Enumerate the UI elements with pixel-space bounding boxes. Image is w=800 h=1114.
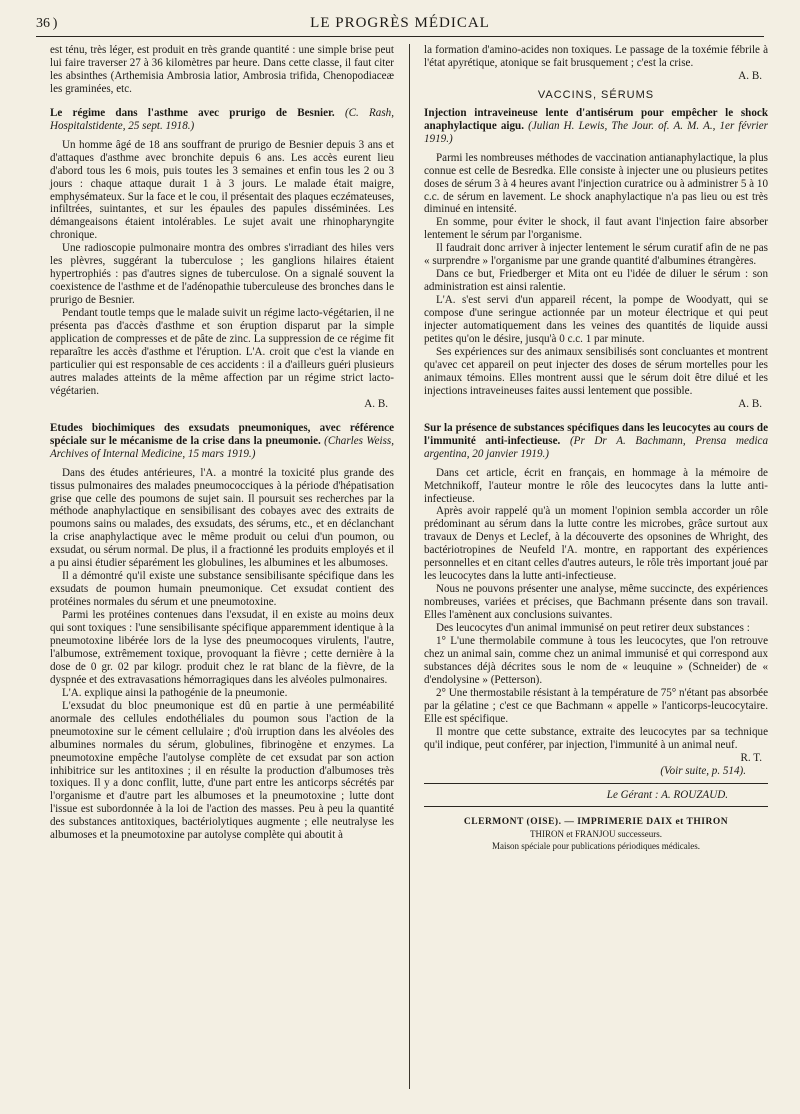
author-signature: R. T. bbox=[740, 751, 762, 764]
paragraph: Pendant toutle temps que le malade suivit un régime lacto-végétarien, il ne présenta pas d'accès d'asthme et son éruption disparut par la simple application de compresses et de pâte de zinc. La suppression de ce régime fit reparaître les accès d'asthme et l'éruption. L'A. croit que c'est la viande en particulier qui est responsable de ces accidents : il a d'ailleurs guéri plusieurs autres malades atteints de la même affection par un régime strict lacto-végétarien. bbox=[50, 307, 394, 397]
paragraph: Il faudrait donc arriver à injecter lentement le sérum curatif afin de ne pas « surprendre » l'organisme par une grande quantité d'albumines étrangères. bbox=[424, 242, 768, 268]
paragraph: Après avoir rappelé qu'à un moment l'opinion sembla accorder un rôle prédominant au sérum dans la lutte contre les microbes, grâce surtout aux travaux de Denys et Leclef, à la découverte des opsonines de Whright, des bactériotropines de Neufeld l'A. montre, en rapportant des expériences personnelles et en citant celles d'autres auteurs, le rôle très important joué par les leucocytes dans la lutte anti-infectieuse. bbox=[424, 505, 768, 583]
paragraph: Il montre que cette substance, extraite des leucocytes par sa technique qu'il indique, peut conférer, par injection, l'immunité à un animal neuf. bbox=[424, 725, 768, 751]
continuation-note: (Voir suite, p. 514). bbox=[660, 764, 746, 777]
paragraph: Un homme âgé de 18 ans souffrant de prurigo de Besnier depuis 3 ans et d'attaques d'asthme avec bronchite depuis 6 ans. Les accès eurent lieu d'abord tous les 6 mois, puis toutes les 3 semaines et enfin tous les 2 ou 3 jours : chaque attaque durait 1 à 3 jours. Le malade était maigre, emphysémateux. Sur la face et le cou, il présentait des plaques eczémateuses, infiltrées, suintantes, et sur les épaules des papules disséminées. Les démangeaisons étaient intolérables. Le sujet avait une rhinopharyngite chronique. bbox=[50, 138, 394, 242]
journal-title: LE PROGRÈS MÉDICAL bbox=[310, 15, 490, 31]
author-signature: A. B. bbox=[738, 69, 762, 82]
printer-info bbox=[424, 815, 768, 852]
section-heading: VACCINS, SÉRUMS bbox=[537, 88, 655, 101]
gerant-line: Le Gérant : A. ROUZAUD. bbox=[606, 789, 728, 802]
paragraph: L'A. s'est servi d'un appareil récent, la pompe de Woodyatt, qui se compose d'une seringue actionnée par un moteur électrique et qui peut injecter automatiquement dans les veines des quantités de liquide aussi petites qu'on le désire, jusqu'à 0 c.c. 1 par minute. bbox=[424, 294, 768, 346]
printer-name: CLERMONT (OISE). — IMPRIMERIE DAIX et THIRON bbox=[463, 817, 729, 828]
article-source: (Charles Weiss, Archives of Internal Medicine, 15 mars 1919.) bbox=[50, 434, 394, 460]
page-number: 36 ) bbox=[36, 16, 58, 31]
footer-rule bbox=[424, 806, 768, 807]
continued-paragraph: la formation d'amino-acides non toxiques. Le passage de la toxémie fébrile à l'état apyrétique, atonique se fait brusquement ; c'est la crise. bbox=[424, 44, 768, 69]
article-source: (Julian H. Lewis, The Jour. of. A. M. A., 1er février 1919.) bbox=[424, 119, 768, 145]
paragraph: L'exsudat du bloc pneumonique est dû en partie à une perméabilité anormale des cellules endothéliales du poumon sous l'action de la pneumotoxine sur le cément cellulaire ; d'où irruption dans les alvéoles des albumines normales du sérum, globulines, fibrinogène et enzymes. La pneumotoxine empêche l'autolyse complète de cet exsudat par son action inhibitrice sur les antitoxines ; il en résulte la production d'albumoses très toxiques. Il y a donc conflit, lutte, d'une part entre les anticorps sécrétés par l'organisme et d'autre part les albumoses et la pneumotoxine ; lutte dont l'issue est subordonnée à la loi de l'action des masses. Peu à peu la quantité des substances antitoxiques, bactériolytiques augmente ; elle neutralyse les albumoses et la pneumotoxine par autolyse complète qui aboutit à bbox=[50, 699, 394, 842]
article-heading-leucocytes bbox=[424, 422, 768, 461]
paragraph: L'A. explique ainsi la pathogénie de la pneumonie. bbox=[62, 686, 288, 699]
page-header bbox=[36, 14, 764, 37]
column-divider bbox=[409, 44, 410, 1089]
paragraph: Nous ne pouvons présenter une analyse, même succincte, des expériences nombreuses, variées et précises, que Bachmann présente dans son travail. Elles l'amènent aux conclusions suivantes. bbox=[424, 583, 768, 622]
article-source: (C. Rash, Hospitalstidente, 25 sept. 1918.) bbox=[50, 106, 394, 132]
paragraph: Une radioscopie pulmonaire montra des ombres s'irradiant des hiles vers les plèvres, suggérant la tuberculose ; les ganglions hilaires étaient hypertrophiés : pas d'autres signes de tuberculose. On a signalé souvent la coexistence de l'asthme et de l'adénopathie tuberculeuse des bronches dans le prurigo de Besnier. bbox=[50, 242, 394, 307]
author-signature: A. B. bbox=[364, 397, 388, 410]
paragraph: Il a démontré qu'il existe une substance sensibilisante spécifique dans les exsudats de poumon humain pneumonique. Cet exsudat contient des protéines normales du sérum et une pneumotoxine. bbox=[50, 570, 394, 609]
right-column bbox=[424, 44, 768, 852]
article-heading-antiserum bbox=[424, 107, 768, 146]
article-title: Le régime dans l'asthme avec prurigo de Besnier. bbox=[50, 106, 335, 119]
paragraph: En somme, pour éviter le shock, il faut avant l'injection faire absorber lentement le sérum par l'organisme. bbox=[424, 216, 768, 242]
printer-specialty: Maison spéciale pour publications périodiques médicales. bbox=[492, 841, 700, 852]
article-source: (Pr Dr A. Bachmann, Prensa medica argentina, 20 janvier 1919.) bbox=[424, 434, 768, 460]
left-column bbox=[50, 44, 394, 842]
paragraph: 1° L'une thermolabile commune à tous les leucocytes, que l'on retrouve chez un animal sain, comme chez un animal immunisé et qui correspond aux substances déjà décrites sous le nom de « leuquine » (Schneider) de « d'endolysine » (Petterson). bbox=[424, 634, 768, 686]
paragraph: Parmi les protéines contenues dans l'exsudat, il en existe au moins deux qui sont toxiques : l'une sensibilisante spécifique apparemment identique à la pneumotoxine libérée lors de la lyse des pneumocoques virulents, l'autre, l'albumose, extrêmement toxique, provoquant la fièvre ; cette dernière à la dose de 0 gr. 02 par kilogr. produit chez le rat blanc de la fièvre, de la dyspnée et des extravasations hémorragiques dans les alvéoles pulmonaires. bbox=[50, 609, 394, 686]
article-title: Sur la présence de substances spécifiques dans les leucocytes au cours de l'immunité anti-infectieuse. bbox=[424, 421, 768, 447]
paragraph: Dans cet article, écrit en français, en hommage à la mémoire de Metchnikoff, l'auteur montre le rôle des leucocytes dans la lutte anti-infectieuse. bbox=[424, 466, 768, 505]
paragraph: Dans des études antérieures, l'A. a montré la toxicité plus grande des tissus pulmonaires des malades pneumococciques à la période d'hépatisation grise que celle des poumons de sujet sain. Il poursuit ses recherches par la méthode anaphylactique en sensibilisant des cobayes avec des extraits de poumons sains ou malades, des exsudats, des sérums, etc., et en déclanchant la crise anaphylactique avec le même produit ou celui d'un poumon, ou exsudat, ou sérum normal. De plus, il a fractionné les produits employés et il a pu ainsi étudier séparément les globulines, les albumines et les albumoses. bbox=[50, 466, 394, 570]
author-signature: A. B. bbox=[738, 397, 762, 410]
article-title: Etudes biochimiques des exsudats pneumoniques, avec référence spéciale sur le mécanisme de la crise dans la pneumonie. bbox=[50, 421, 394, 447]
paragraph: Ses expériences sur des animaux sensibilisés sont concluantes et montrent qu'avec cet appareil on peut injecter des doses de sérum mortelles pour les animaux témoins. Elles montrent aussi que le sérum doit être dilué et les injections intraveineuses faites aussi lentement que possible. bbox=[424, 345, 768, 397]
article-heading-asthme bbox=[50, 107, 394, 133]
paragraph: 2° Une thermostabile résistant à la température de 75° n'étant pas absorbée par la gélatine ; c'est ce que Bachmann « appelle » l'anticorps-leucocytaire. Elle est spécifique. bbox=[424, 686, 768, 725]
paragraph: Dans ce but, Friedberger et Mita ont eu l'idée de diluer le sérum : son administration est ainsi ralentie. bbox=[424, 268, 768, 294]
article-title: Injection intraveineuse lente d'antisérum pour empêcher le shock anaphylactique aigu. bbox=[424, 106, 768, 132]
paragraph: Des leucocytes d'un animal immunisé on peut retirer deux substances : bbox=[436, 622, 750, 635]
paragraph: Parmi les nombreuses méthodes de vaccination antianaphylactique, la plus connue est celle de Besredka. Elle consiste à injecter une ou plusieurs petites doses de sérum 3 à 4 heures avant l'injection curatrice ou à administrer 5 à 10 c.c. de sérum en lavement. Le shock anaphylactique n'a pas lieu ou est très diminué en intensité. bbox=[424, 151, 768, 216]
article-heading-exsudats bbox=[50, 422, 394, 461]
printer-successors: THIRON et FRANJOU successeurs. bbox=[530, 829, 662, 840]
footer-rule bbox=[424, 783, 768, 784]
continued-paragraph: est ténu, très léger, est produit en très grande quantité : une simple brise peut lui faire traverser 27 à 36 kilomètres par heure. Dans cette classe, il faut citer les absinthes (Arthemisia Ambrosia latior, Ambrosia trifida, Chenopodiaceæ les graminées, etc. bbox=[50, 44, 394, 95]
